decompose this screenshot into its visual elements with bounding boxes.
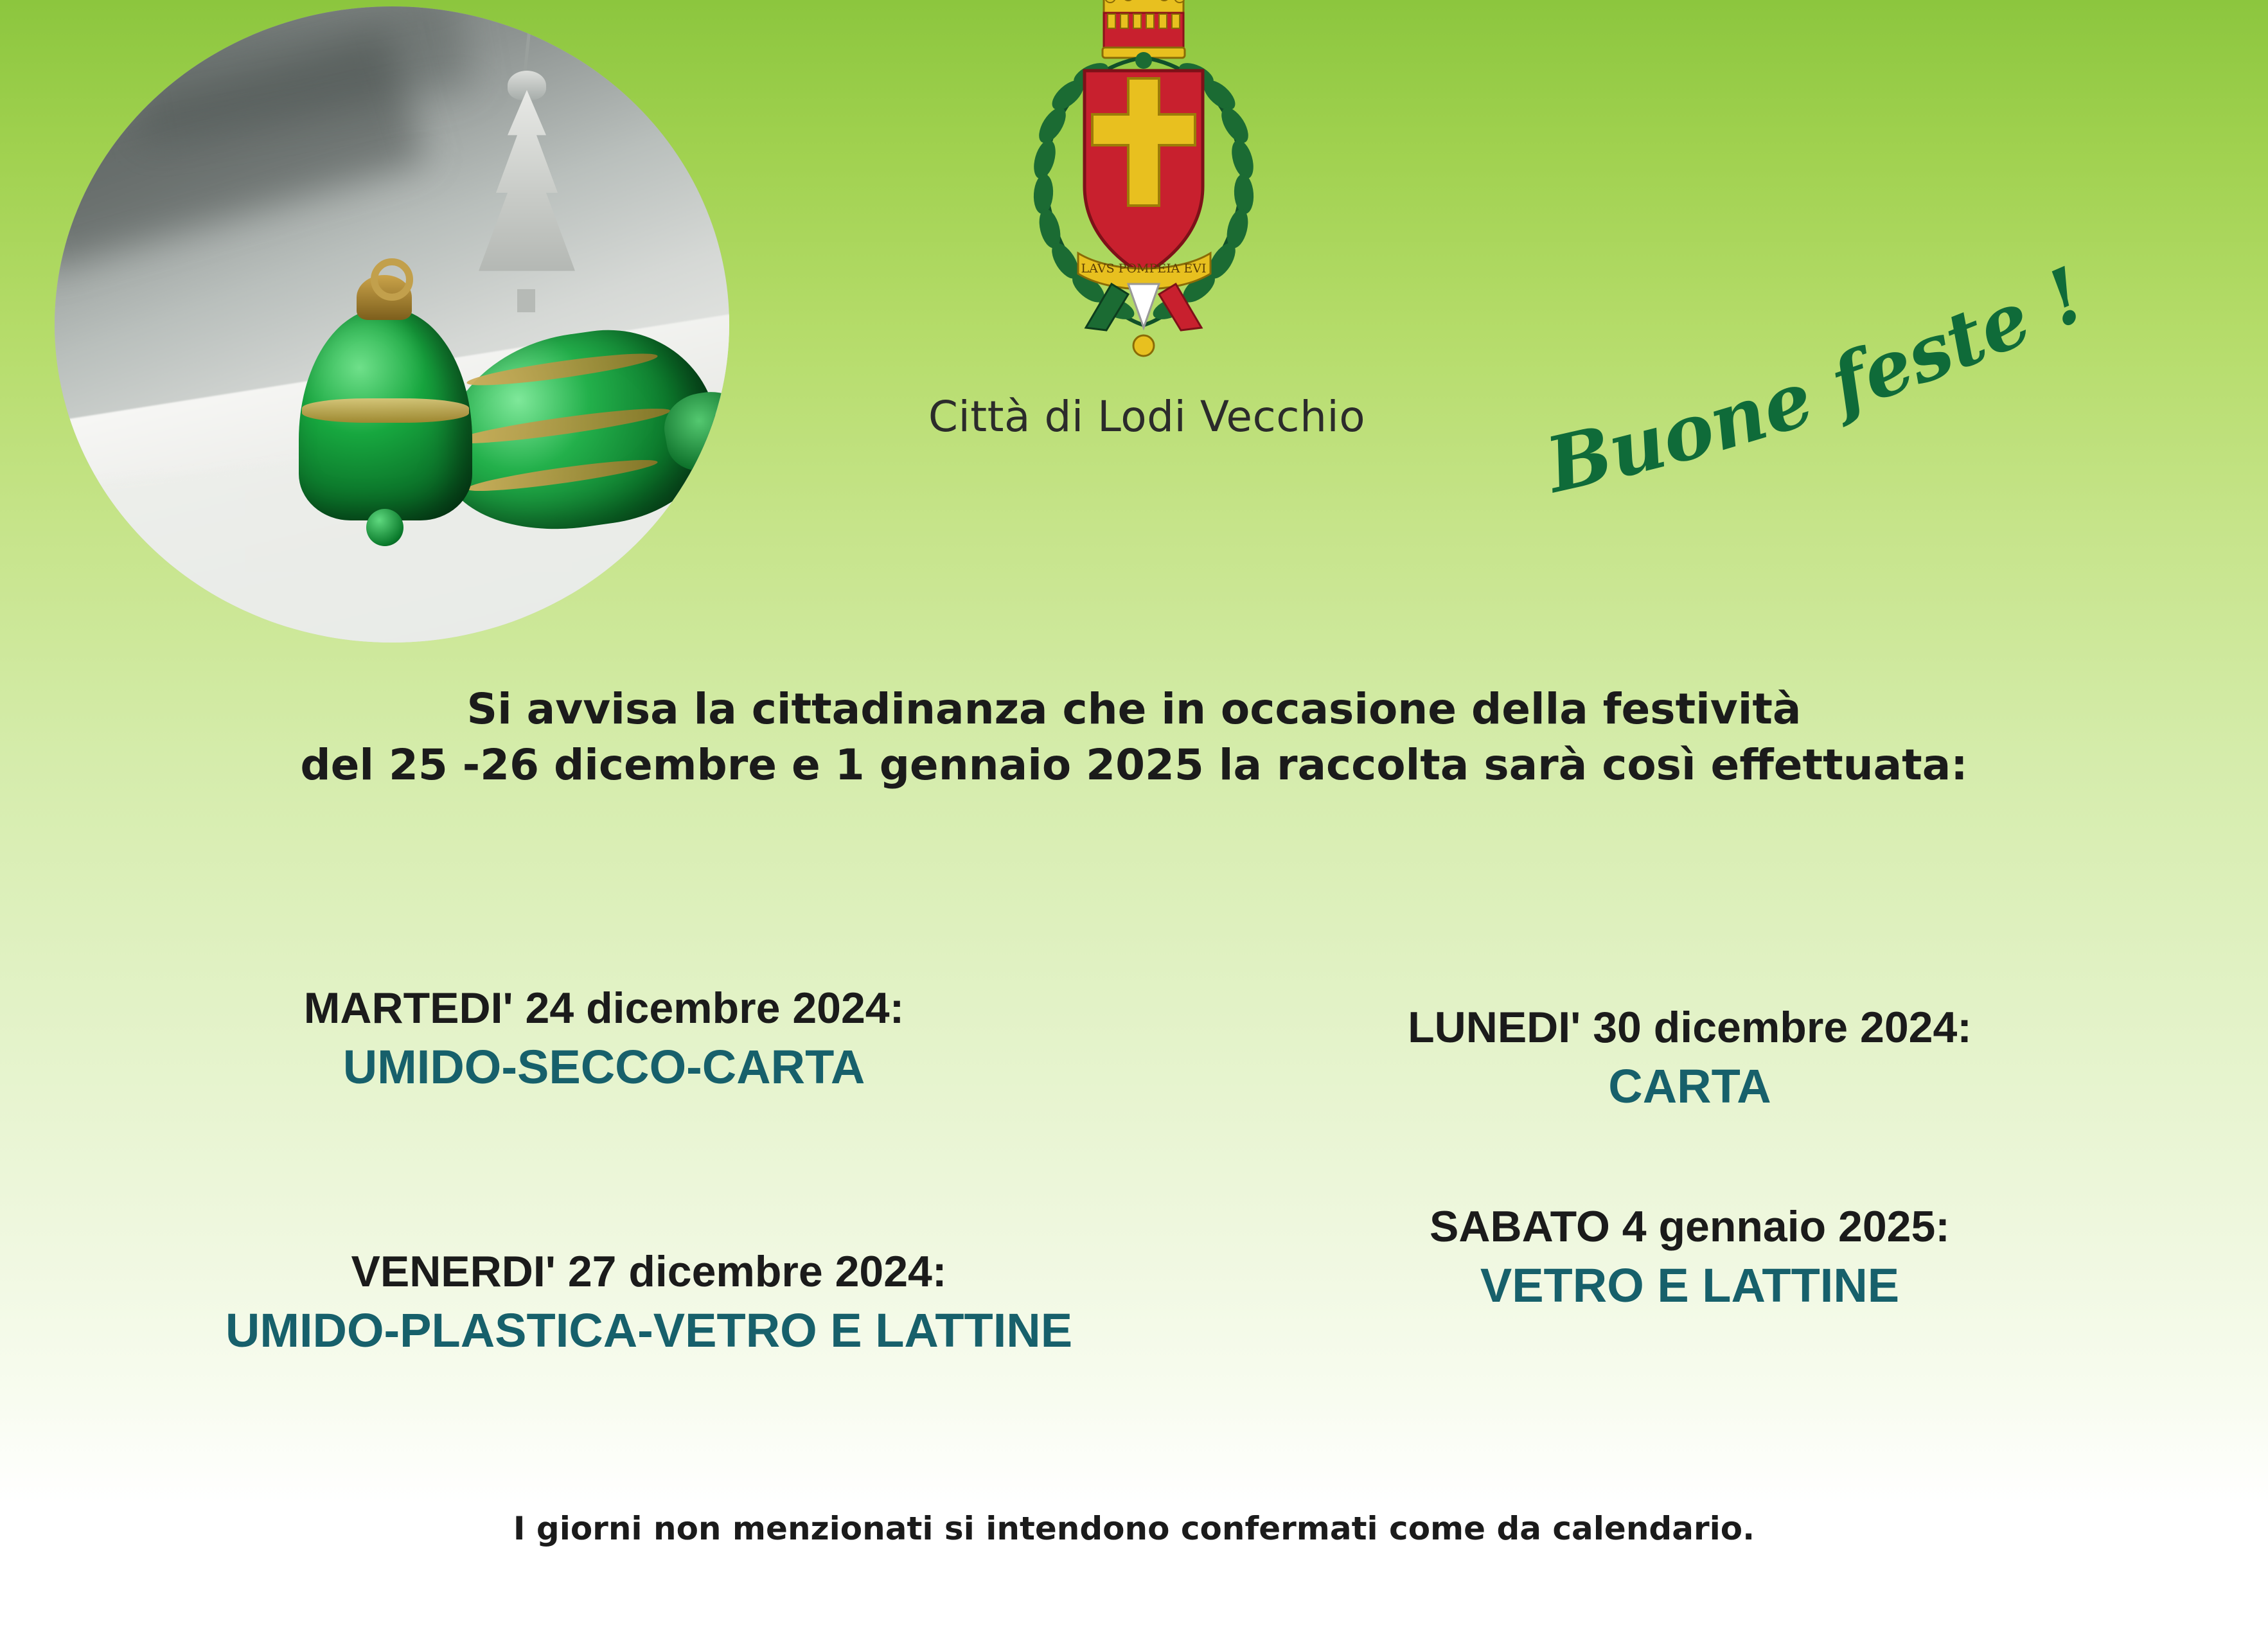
schedule-entry bbox=[77, 983, 1131, 1094]
bell-clapper bbox=[366, 509, 403, 546]
bell-hanging-ring bbox=[371, 258, 413, 301]
notice-paragraph bbox=[0, 681, 2268, 793]
collection-schedule bbox=[0, 964, 2268, 1426]
christmas-ornaments-photo bbox=[55, 6, 729, 643]
schedule-day: MARTEDI' 24 dicembre 2024: bbox=[303, 984, 905, 1033]
schedule-entry bbox=[1195, 1202, 2184, 1313]
schedule-day: VENERDI' 27 dicembre 2024: bbox=[351, 1247, 947, 1296]
notice-line-1: Si avvisa la cittadinanza che in occasione della festività bbox=[466, 684, 1802, 734]
notice-line-2: del 25 -26 dicembre e 1 gennaio 2025 la raccolta sarà così effettuata: bbox=[300, 740, 1968, 790]
city-coat-of-arms-icon bbox=[1009, 0, 1279, 366]
schedule-waste-types: UMIDO-PLASTICA-VETRO E LATTINE bbox=[225, 1304, 1073, 1357]
schedule-waste-types: CARTA bbox=[1608, 1060, 1771, 1113]
schedule-waste-types: VETRO E LATTINE bbox=[1480, 1259, 1900, 1312]
crest-motto-text: LAVS POMPEIA EVI bbox=[1081, 262, 1207, 276]
city-name: Città di Lodi Vecchio bbox=[928, 392, 1366, 441]
schedule-entry bbox=[39, 1246, 1259, 1358]
bell-glitter-band bbox=[302, 398, 469, 423]
glitter-tree-trunk bbox=[517, 289, 535, 312]
season-greeting bbox=[1516, 249, 2223, 546]
schedule-entry bbox=[1195, 1002, 2184, 1113]
schedule-day: LUNEDI' 30 dicembre 2024: bbox=[1408, 1003, 1972, 1052]
schedule-day: SABATO 4 gennaio 2025: bbox=[1430, 1202, 1950, 1251]
footer-note: I giorni non menzionati si intendono confermati come da calendario. bbox=[513, 1510, 1755, 1547]
schedule-waste-types: UMIDO-SECCO-CARTA bbox=[342, 1040, 865, 1094]
greeting-text: Buone feste ! bbox=[1538, 249, 2098, 510]
